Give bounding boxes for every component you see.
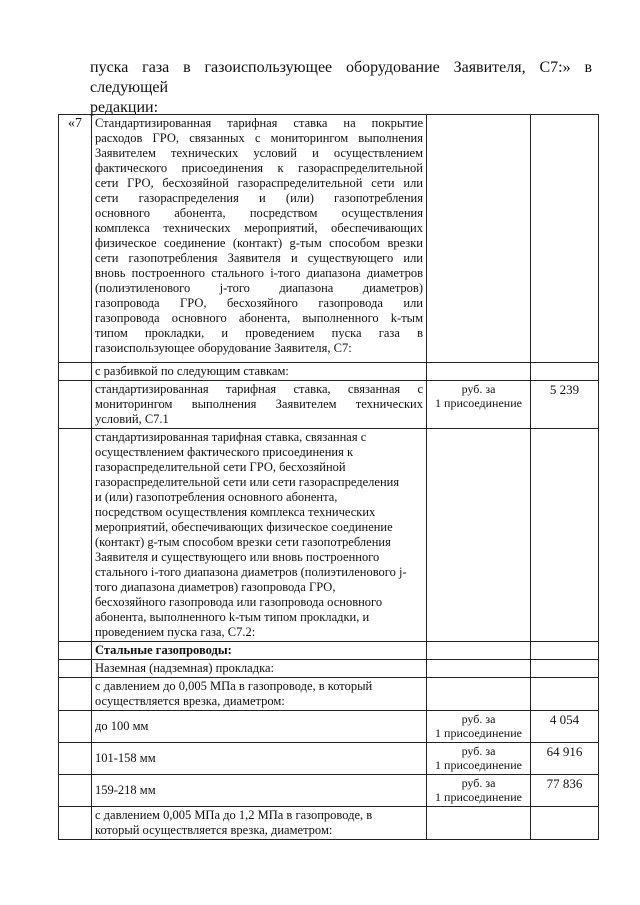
row-number-empty [59,711,92,743]
breakdown-label: с разбивкой по следующим ставкам: [92,363,427,381]
table-row-main-rate [59,115,599,363]
intro-line-2: редакции: [90,99,159,116]
unit-cell-empty [427,115,531,363]
text-line: комплекса технических мероприятий, обеспечивающих [95,221,423,235]
text-line: расходов ГРО, связанных с мониторингом выполнения [95,131,423,145]
text-line: бесхозяйного газопровода или газопровода основного [95,595,383,609]
text-line: Стандартизированная тарифная ставка на покрытие [95,116,423,130]
table-row-c71 [59,381,599,429]
text-line: (контакт) g-тым способом врезки сети газопотребления [95,535,391,549]
d100-value: 4 054 [531,711,599,743]
text-line: сети газораспределения и (или) газопотребления [95,191,423,205]
d101-label: 101-158 мм [92,743,427,775]
value-cell-empty [531,642,599,660]
text-line: Заявителем технических условий и осуществлением [95,146,423,160]
unit-cell-empty [427,807,531,840]
text-line: стандартизированная тарифная ставка, связанная с [95,382,423,396]
intro-paragraph [90,58,592,118]
text-line: мониторингом выполнения Заявителем технических [95,397,423,411]
overground-label: Наземная (надземная) прокладка: [92,660,427,678]
row-number-empty [59,363,92,381]
pressure-1-line-2: осуществляется врезка, диаметром: [95,694,285,708]
table-row-d100 [59,711,599,743]
text-line: физическое соединение (контакт) g-тым способом врезки [95,236,423,250]
text-line: газораспределительной сети ГРО, бесхозяйной [95,460,346,474]
main-rate-description [92,115,427,363]
c71-unit-line-1: руб. за [461,382,496,396]
main-rate-lines [95,116,423,356]
d100-unit-line-1: руб. за [461,712,496,726]
text-line: условий, С7.1 [95,412,169,426]
d101-unit-line-1: руб. за [461,744,496,758]
text-line: Заявителя и существующего или вновь построенного [95,550,380,564]
row-number-empty [59,775,92,807]
unit-cell-empty [427,660,531,678]
c72-lines [95,430,423,640]
pressure-2-label [92,807,427,840]
text-line: (полиэтиленового j-того диапазона диаметров) [95,281,423,295]
steel-heading: Стальные газопроводы: [92,642,427,660]
text-line: стального i-того диапазона диаметров (полиэтиленового j- [95,565,407,579]
table-row-pressure-2 [59,807,599,840]
value-cell-empty [531,660,599,678]
d101-unit-line-2: 1 присоединение [435,758,522,772]
d101-value: 64 916 [531,743,599,775]
d101-unit [427,743,531,775]
d159-label: 159-218 мм [92,775,427,807]
c71-value: 5 239 [531,381,599,429]
row-number-empty [59,807,92,840]
table-row-pressure-1 [59,678,599,711]
row-number: «7 [59,115,92,363]
table-row-d101 [59,743,599,775]
intro-line-1: пуска газа в газоиспользующее оборудование Заявителя, С7:» в следующей [90,59,592,96]
tariff-table [58,114,599,840]
text-line: газоиспользующее оборудование Заявителя, С7: [95,341,352,355]
text-line: газопровода основного абонента, выполненного k-тым [95,311,423,325]
row-number-empty [59,381,92,429]
table-row-overground [59,660,599,678]
table-row-steel [59,642,599,660]
pressure-2-line-2: который осуществляется врезка, диаметром: [95,823,333,837]
pressure-1-line-1: с давлением до 0,005 МПа в газопроводе, в который [95,679,373,693]
row-number-empty [59,743,92,775]
d100-unit-line-2: 1 присоединение [435,726,522,740]
text-line: вновь построенного стального i-того диапазона диаметров [95,266,423,280]
table-row-d159 [59,775,599,807]
table-row-c72 [59,429,599,642]
c71-unit-line-2: 1 присоединение [435,396,522,410]
pressure-1-label [92,678,427,711]
d159-value: 77 836 [531,775,599,807]
d100-unit [427,711,531,743]
value-cell-empty [531,363,599,381]
unit-cell-empty [427,429,531,642]
d100-label: до 100 мм [92,711,427,743]
text-line: осуществлением фактического присоединения к [95,445,354,459]
c71-lines [95,382,423,427]
text-line: типом прокладки, и проведением пуска газа в [95,326,423,340]
unit-cell-empty [427,642,531,660]
text-line: сети ГРО, бесхозяйной газораспределительной сети или [95,176,423,190]
row-number-empty [59,660,92,678]
unit-cell-empty [427,363,531,381]
row-number-empty [59,678,92,711]
value-cell-empty [531,429,599,642]
c71-unit [427,381,531,429]
pressure-2-line-1: с давлением 0,005 МПа до 1,2 МПа в газопроводе, в [95,808,373,822]
text-line: проведением пуска газа, С7.2: [95,625,256,639]
text-line: того диапазона диаметров) газопровода ГРО, [95,580,336,594]
text-line: абонента, выполненного k-тым типом прокладки, и [95,610,370,624]
d159-unit-line-2: 1 присоединение [435,790,522,804]
table-row-breakdown [59,363,599,381]
d159-unit-line-1: руб. за [461,776,496,790]
c72-description [92,429,427,642]
text-line: фактического присоединения к газораспределительной [95,161,423,175]
text-line: основного абонента, посредством осуществления [95,206,423,220]
value-cell-empty [531,807,599,840]
text-line: мероприятий, обеспечивающих физическое соединение [95,520,393,534]
value-cell-empty [531,678,599,711]
text-line: и (или) газопотребления основного абонента, [95,490,338,504]
value-cell-empty [531,115,599,363]
text-line: сети газопотребления Заявителя и существующего или [95,251,423,265]
row-number-empty [59,642,92,660]
text-line: посредством осуществления комплекса технических [95,505,376,519]
text-line: газораспределительной сети или сети газораспределения [95,475,400,489]
unit-cell-empty [427,678,531,711]
row-number-empty [59,429,92,642]
text-line: газопровода ГРО, бесхозяйного газопровода или [95,296,423,310]
c71-description [92,381,427,429]
d159-unit [427,775,531,807]
text-line: стандартизированная тарифная ставка, связанная с [95,430,367,444]
